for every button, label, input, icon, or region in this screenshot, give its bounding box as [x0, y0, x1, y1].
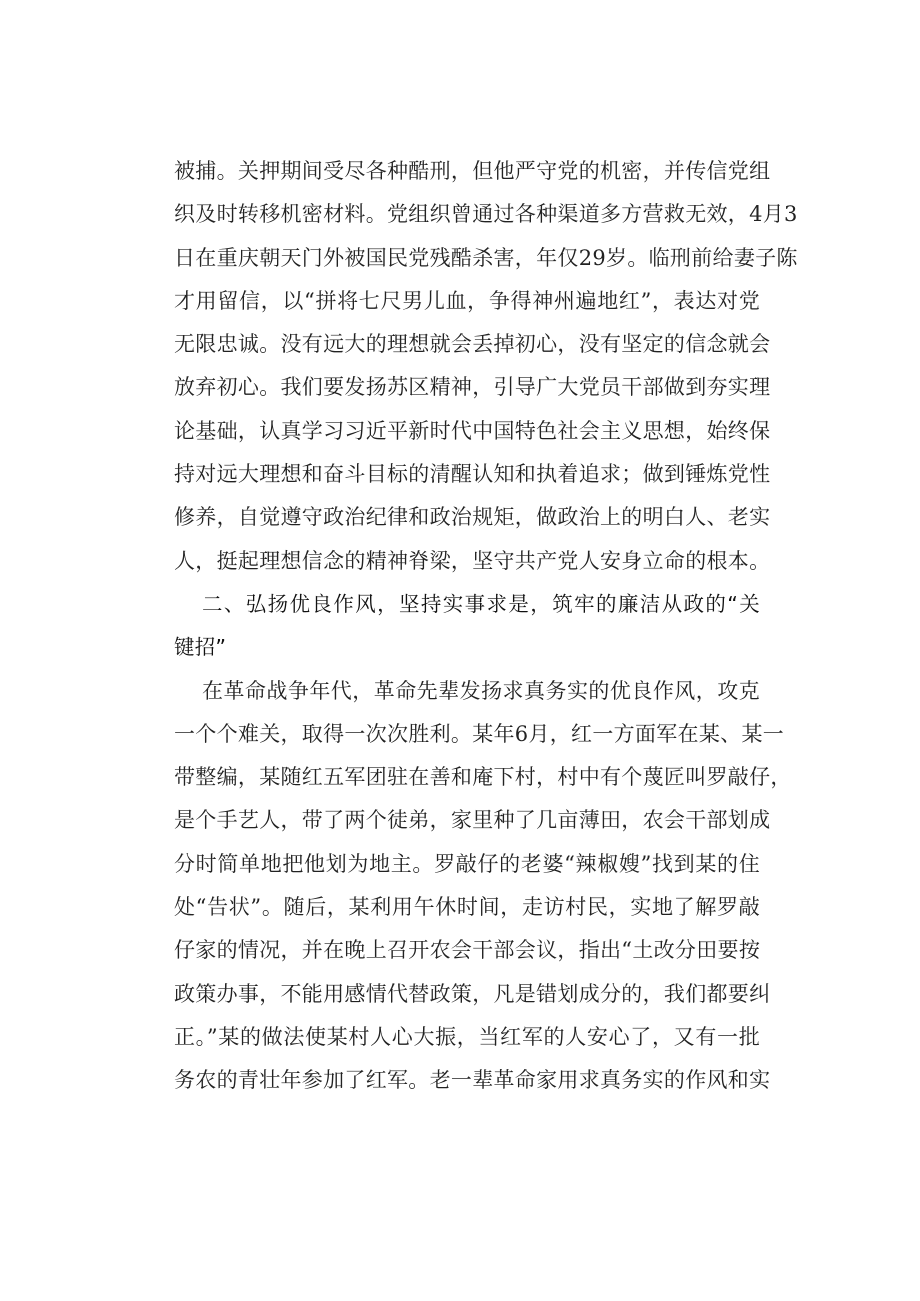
text-line: 无限忠诚。没有远大的理想就会丢掉初心，没有坚定的信念就会	[174, 332, 771, 357]
text-line: 仔家的情况，并在晚上召开农会干部会议，指出“土改分田要按	[174, 938, 761, 963]
text-line: 日在重庆朝天门外被国民党残酷杀害，年仅29岁。临刑前给妻子陈	[174, 245, 798, 270]
text-line: 是个手艺人，带了两个徒弟，家里种了几亩薄田，农会干部划成	[174, 808, 771, 833]
heading-line: 二、弘扬优良作风，坚持实事求是，筑牢的廉洁从政的“关	[202, 591, 760, 616]
document-body	[174, 150, 798, 1103]
text-line: 放弃初心。我们要发扬苏区精神，引导广大党员干部做到夯实理	[174, 375, 771, 400]
text-line: 政策办事，不能用感情代替政策，凡是错划成分的，我们都要纠	[174, 981, 771, 1006]
text-line: 正。”某的做法使某村人心大振，当红军的人安心了，又有一批	[174, 1024, 760, 1049]
text-line: 才用留信，以“拼将七尺男儿血，争得神州遍地红”，表达对党	[174, 288, 760, 313]
text-line: 人，挺起理想信念的精神脊梁，坚守共产党人安身立命的根本。	[174, 548, 771, 573]
text-line: 修养，自觉遵守政治纪律和政治规矩，做政治上的明白人、老实	[174, 505, 771, 530]
section-heading	[174, 583, 760, 670]
paragraph-2	[174, 670, 792, 1103]
heading-line: 键招”	[174, 635, 227, 660]
text-line: 在革命战争年代，革命先辈发扬求真务实的优良作风，攻克	[202, 678, 760, 703]
text-line: 织及时转移机密材料。党组织曾通过各种渠道多方营救无效，4月3	[174, 202, 798, 227]
text-line: 务农的青壮年参加了红军。老一辈革命家用求真务实的作风和实	[174, 1068, 771, 1093]
paragraph-1	[174, 150, 798, 583]
text-line: 论基础，认真学习习近平新时代中国特色社会主义思想，始终保	[174, 418, 771, 443]
text-line: 被捕。关押期间受尽各种酷刑，但他严守党的机密，并传信党组	[174, 159, 771, 183]
text-line: 一个个难关，取得一次次胜利。某年6月，红一方面军在某、某一	[174, 721, 785, 746]
text-line: 分时简单地把他划为地主。罗敲仔的老婆“辣椒嫂”找到某的住	[174, 851, 760, 876]
text-line: 持对远大理想和奋斗目标的清醒认知和执着追求；做到锤炼党性	[174, 462, 771, 487]
text-line: 处“告状”。随后，某利用午休时间，走访村民，实地了解罗敲	[174, 895, 760, 920]
text-line: 带整编，某随红五军团驻在善和庵下村，村中有个蔑匠叫罗敲仔，	[174, 765, 792, 790]
